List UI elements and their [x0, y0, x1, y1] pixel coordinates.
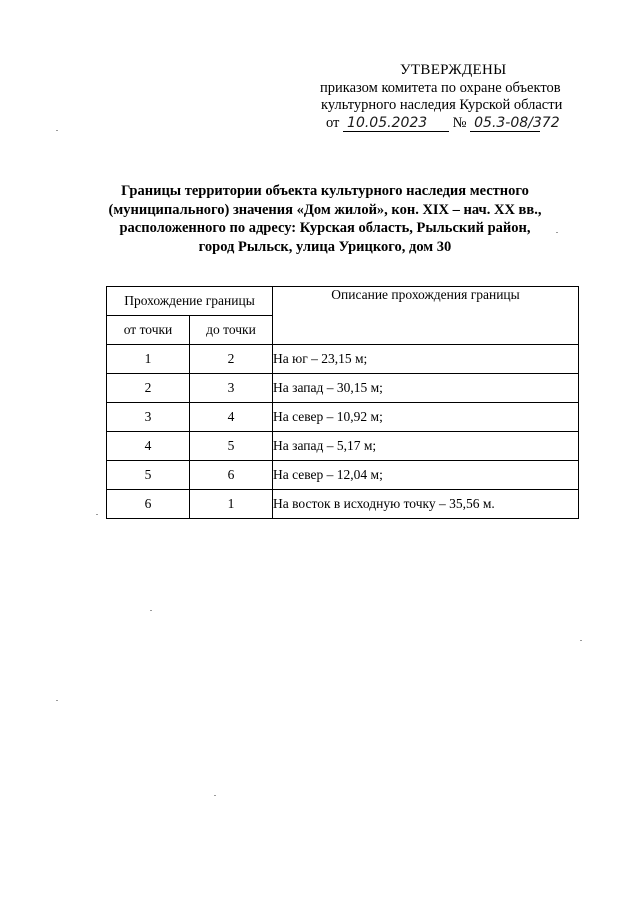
- cell-from: 2: [107, 374, 190, 403]
- scan-speck: [580, 640, 582, 641]
- approval-order-line: приказом комитета по охране объектов: [320, 79, 561, 96]
- header-from-point: от точки: [107, 316, 190, 345]
- scan-speck: [96, 514, 98, 515]
- document-title: [90, 182, 560, 256]
- cell-from: 4: [107, 432, 190, 461]
- table-row: [107, 345, 579, 374]
- cell-description: На запад – 5,17 м;: [273, 432, 579, 461]
- approval-date-number-row: [300, 115, 600, 133]
- number-prefix: №: [452, 114, 467, 131]
- table-row: [107, 490, 579, 519]
- cell-description: На север – 12,04 м;: [273, 461, 579, 490]
- date-prefix: от: [326, 114, 340, 131]
- cell-description: На запад – 30,15 м;: [273, 374, 579, 403]
- title-line-3: расположенного по адресу: Курская область, Рыльский район,: [119, 220, 531, 236]
- cell-to: 5: [190, 432, 273, 461]
- handwritten-date: 10.05.2023: [343, 116, 449, 132]
- title-line-4: город Рыльск, улица Урицкого, дом 30: [198, 238, 452, 255]
- cell-to: 1: [190, 490, 273, 519]
- scan-speck: [214, 795, 216, 796]
- header-boundary-description: Описание прохождения границы: [273, 287, 579, 345]
- title-line-1: Границы территории объекта культурного наследия местного: [121, 183, 529, 199]
- scan-speck: [150, 610, 152, 611]
- title-line-2: (муниципального) значения «Дом жилой», кон. XIX – нач. XX вв.,: [108, 201, 542, 218]
- cell-from: 3: [107, 403, 190, 432]
- cell-to: 6: [190, 461, 273, 490]
- table-row: [107, 461, 579, 490]
- header-to-point: до точки: [190, 316, 273, 345]
- cell-to: 3: [190, 374, 273, 403]
- approval-heading: УТВЕРЖДЕНЫ: [400, 62, 507, 78]
- cell-description: На восток в исходную точку – 35,56 м.: [273, 490, 579, 519]
- cell-from: 1: [107, 345, 190, 374]
- cell-from: 5: [107, 461, 190, 490]
- scan-speck: [556, 232, 558, 233]
- table-row: [107, 403, 579, 432]
- cell-to: 4: [190, 403, 273, 432]
- scan-speck: [56, 700, 58, 701]
- cell-to: 2: [190, 345, 273, 374]
- approval-committee-line: культурного наследия Курской области: [321, 97, 563, 113]
- approval-block: [300, 62, 600, 132]
- cell-description: На север – 10,92 м;: [273, 403, 579, 432]
- table-row: [107, 374, 579, 403]
- cell-from: 6: [107, 490, 190, 519]
- scan-speck: [56, 130, 58, 131]
- handwritten-number: 05.3-08/372: [470, 116, 540, 132]
- table-row: [107, 432, 579, 461]
- cell-description: На юг – 23,15 м;: [273, 345, 579, 374]
- header-boundary-passage: Прохождение границы: [107, 287, 273, 316]
- boundary-table: [106, 286, 579, 519]
